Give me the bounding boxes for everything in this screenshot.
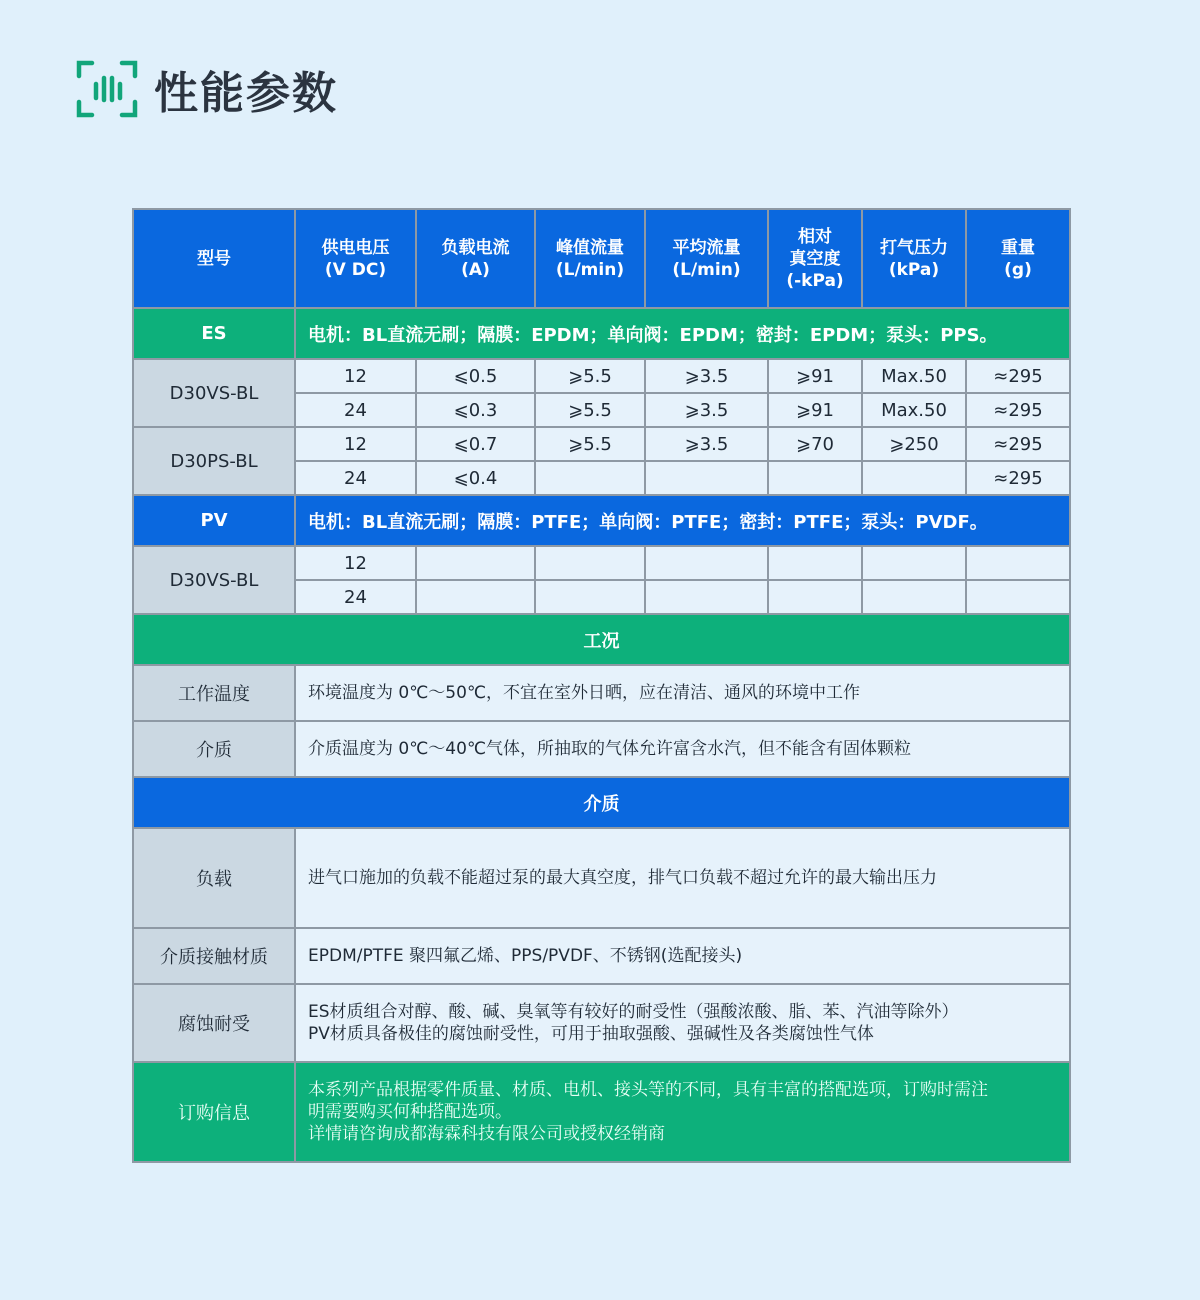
text-line: (V DC) [324, 259, 387, 280]
medium-title-row [133, 777, 1070, 828]
data-cell: ⩾5.5 [535, 393, 645, 427]
material-text: EPDM/PTFE 聚四氟乙烯、PPS/PVDF、不锈钢(选配接头) [295, 928, 1070, 984]
model-name: D30VS-BL [133, 359, 295, 427]
corrosion-text [295, 984, 1070, 1062]
column-header [966, 209, 1070, 308]
column-header [768, 209, 862, 308]
text-line: (-kPa) [786, 270, 844, 291]
data-cell [535, 461, 645, 495]
data-cell: 24 [295, 461, 416, 495]
column-header [133, 209, 295, 308]
model-name: D30PS-BL [133, 427, 295, 495]
condition-text: 介质温度为 0℃～40℃气体，所抽取的气体允许富含水汽，但不能含有固体颗粒 [295, 721, 1070, 777]
text-line: 负载电流 [441, 237, 510, 258]
corrosion-row [133, 984, 1070, 1062]
data-cell [645, 546, 768, 580]
data-cell: ≈295 [966, 393, 1070, 427]
table-row [133, 359, 1070, 393]
data-cell [966, 546, 1070, 580]
data-cell [416, 546, 535, 580]
pv-series-label: PV [133, 495, 295, 546]
data-cell [862, 461, 966, 495]
order-row [133, 1062, 1070, 1162]
order-text [295, 1062, 1070, 1162]
page-header [76, 58, 338, 120]
conditions-title: 工况 [133, 614, 1070, 665]
data-cell [645, 461, 768, 495]
es-series-label: ES [133, 308, 295, 359]
text-line: (g) [1004, 259, 1032, 280]
text-line: 重量 [1001, 237, 1035, 258]
text-line: (L/min) [672, 259, 741, 280]
data-cell [768, 461, 862, 495]
text-line: 供电电压 [321, 237, 390, 258]
column-header [295, 209, 416, 308]
load-row [133, 828, 1070, 928]
text-line: 真空度 [789, 248, 841, 269]
data-cell [416, 580, 535, 614]
load-text: 进气口施加的负载不能超过泵的最大真空度，排气口负载不超过允许的最大输出压力 [295, 828, 1070, 928]
es-section-row [133, 308, 1070, 359]
table-row [133, 427, 1070, 461]
data-cell: ⩾91 [768, 393, 862, 427]
data-cell: 24 [295, 393, 416, 427]
data-cell: Max.50 [862, 359, 966, 393]
text-line: ES材质组合对醇、酸、碱、臭氧等有较好的耐受性（强酸浓酸、脂、苯、汽油等除外） [308, 1002, 959, 1022]
text-line: 平均流量 [672, 237, 741, 258]
data-cell [535, 580, 645, 614]
column-header [862, 209, 966, 308]
data-cell [645, 580, 768, 614]
conditions-title-row [133, 614, 1070, 665]
column-header [535, 209, 645, 308]
condition-label: 介质 [133, 721, 295, 777]
spec-table [132, 208, 1071, 1163]
corrosion-label: 腐蚀耐受 [133, 984, 295, 1062]
data-cell: 12 [295, 359, 416, 393]
data-cell: ⩾5.5 [535, 427, 645, 461]
data-cell: ⩽0.7 [416, 427, 535, 461]
text-line: (kPa) [888, 259, 940, 280]
data-cell [768, 580, 862, 614]
data-cell: ⩾5.5 [535, 359, 645, 393]
text-line: (A) [461, 259, 490, 280]
data-cell: 12 [295, 546, 416, 580]
pv-series-description: 电机：BL直流无刷；隔膜：PTFE；单向阀：PTFE；密封：PTFE；泵头：PVDF。 [295, 495, 1070, 546]
table-header-row [133, 209, 1070, 308]
data-cell: ⩽0.4 [416, 461, 535, 495]
text-line: 相对 [798, 226, 832, 247]
text-line: 打气压力 [880, 237, 948, 258]
es-series-description: 电机：BL直流无刷；隔膜：EPDM；单向阀：EPDM；密封：EPDM；泵头：PPS。 [295, 308, 1070, 359]
data-cell: ⩽0.5 [416, 359, 535, 393]
material-label: 介质接触材质 [133, 928, 295, 984]
medium-title: 介质 [133, 777, 1070, 828]
text-line: 型号 [197, 248, 231, 269]
data-cell: ⩾3.5 [645, 393, 768, 427]
condition-label: 工作温度 [133, 665, 295, 721]
data-cell: ⩾250 [862, 427, 966, 461]
text-line: 明需要购买何种搭配选项。 [308, 1102, 512, 1122]
data-cell: Max.50 [862, 393, 966, 427]
data-cell: ⩾3.5 [645, 427, 768, 461]
data-cell [862, 580, 966, 614]
barcode-scan-icon [76, 58, 138, 120]
model-name: D30VS-BL [133, 546, 295, 614]
order-label: 订购信息 [133, 1062, 295, 1162]
data-cell [768, 546, 862, 580]
text-line: 峰值流量 [556, 237, 624, 258]
data-cell: ≈295 [966, 427, 1070, 461]
text-line: 详情请咨询成都海霖科技有限公司或授权经销商 [308, 1124, 665, 1144]
data-cell: ≈295 [966, 461, 1070, 495]
column-header [416, 209, 535, 308]
data-cell: ⩾70 [768, 427, 862, 461]
data-cell: ⩾3.5 [645, 359, 768, 393]
data-cell: ≈295 [966, 359, 1070, 393]
material-row [133, 928, 1070, 984]
text-line: PV材质具备极佳的腐蚀耐受性，可用于抽取强酸、强碱性及各类腐蚀性气体 [308, 1024, 874, 1044]
conditions-row [133, 665, 1070, 721]
data-cell: ⩾91 [768, 359, 862, 393]
page-title: 性能参数 [154, 68, 338, 119]
text-line: 本系列产品根据零件质量、材质、电机、接头等的不同，具有丰富的搭配选项，订购时需注 [308, 1080, 988, 1100]
data-cell: ⩽0.3 [416, 393, 535, 427]
data-cell [535, 546, 645, 580]
conditions-row [133, 721, 1070, 777]
data-cell: 12 [295, 427, 416, 461]
condition-text: 环境温度为 0℃～50℃，不宜在室外日晒，应在清洁、通风的环境中工作 [295, 665, 1070, 721]
column-header [645, 209, 768, 308]
pv-section-row [133, 495, 1070, 546]
table-row [133, 546, 1070, 580]
load-label: 负载 [133, 828, 295, 928]
data-cell [862, 546, 966, 580]
text-line: (L/min) [555, 259, 625, 280]
data-cell [966, 580, 1070, 614]
data-cell: 24 [295, 580, 416, 614]
